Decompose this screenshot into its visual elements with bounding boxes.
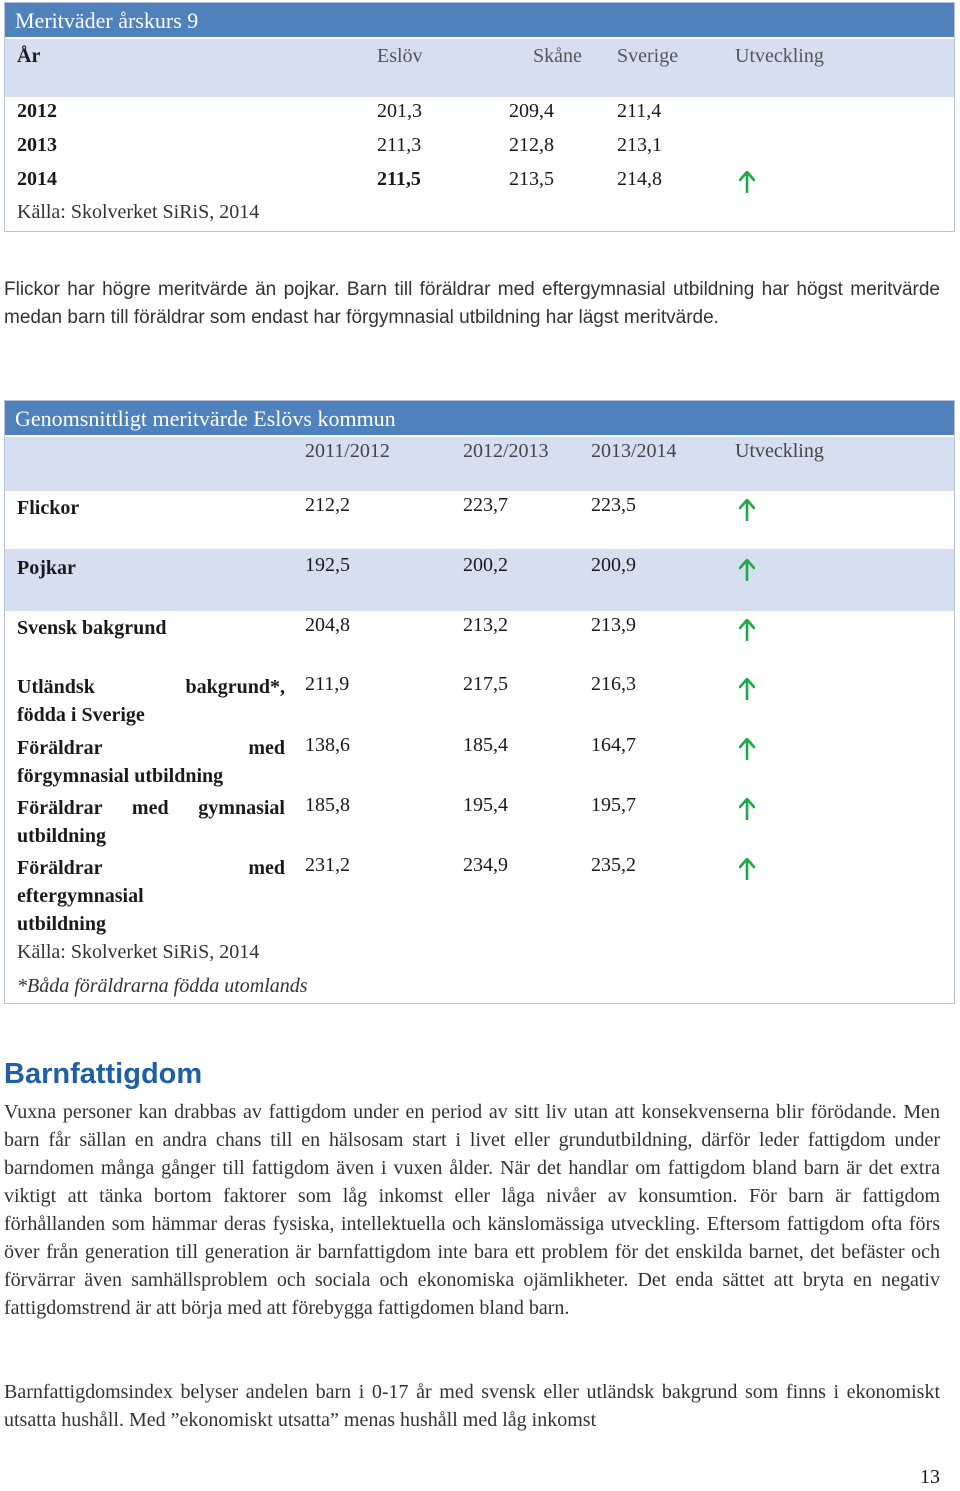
table-source: Källa: Skolverket SiRiS, 2014 bbox=[17, 201, 260, 223]
section-heading: Barnfattigdom bbox=[4, 1058, 203, 1090]
header-sverige: Sverige bbox=[617, 45, 679, 67]
table-header-row bbox=[5, 37, 954, 97]
row-label: Föräldrar med gymnasial utbildning bbox=[17, 797, 285, 847]
arrow-up-icon bbox=[739, 171, 755, 193]
table-title: Meritväder årskurs 9 bbox=[5, 3, 954, 37]
header-2013-2014: 2013/2014 bbox=[591, 440, 677, 462]
header-skane: Skåne bbox=[533, 45, 582, 67]
header-trend: Utveckling bbox=[735, 440, 824, 462]
arrow-up-icon bbox=[739, 619, 755, 641]
table-row: Pojkar 192,5 200,2 200,9 bbox=[5, 549, 954, 611]
arrow-up-icon bbox=[739, 798, 755, 820]
table-title: Genomsnittligt meritvärde Eslövs kommun bbox=[5, 401, 954, 435]
header-year: År bbox=[17, 45, 41, 67]
table-source: Källa: Skolverket SiRiS, 2014 bbox=[17, 941, 260, 963]
row-label: Föräldrar med eftergymnasial utbildning bbox=[17, 857, 285, 935]
row-label: Pojkar bbox=[17, 557, 76, 579]
arrow-up-icon bbox=[739, 738, 755, 760]
arrow-up-icon bbox=[739, 559, 755, 581]
row-label: Föräldrar med förgymnasial utbildning bbox=[17, 737, 285, 787]
page-number: 13 bbox=[920, 1466, 940, 1488]
arrow-up-icon bbox=[739, 499, 755, 521]
child-poverty-index-paragraph: Barnfattigdomsindex belyser andelen barn i 0-17 år med svensk eller utländsk bakgrund som finns i ekonomiskt utsatta hushåll. Med ”ekonomiskt utsatta” menas hushåll med låg inkomst bbox=[4, 1381, 940, 1431]
merit-table-grade9: Meritväder årskurs 9 År Eslöv Skåne Sverige Utveckling 2012 201,3 209,4 211,4 2013 211,3 212,8 213,1 2014 211,5 213,5 214,8 Källa: Skolverket SiRiS, 2014 bbox=[4, 2, 955, 232]
merit-table-eslov: Genomsnittligt meritvärde Eslövs kommun 2011/2012 2012/2013 2013/2014 Utveckling Flickor 212,2 223,7 223,5 Pojkar 192,5 200,2 200,9 Svensk bakgrund 204,8 213,2 213,9 Utländsk bakgrund*, födda i Sverige 211,9 217,5 216,3 Föräldrar med förgymnasial utbildning 138,6 185,4 164,7 Föräldrar med gymnasial utbildning 185,8 195,4 195,7 Föräldrar med eftergymnasial utbildning 231,2 234,9 235,2 Källa: Skolverket SiRiS, 2014 *Båda föräldrarna födda utomlands bbox=[4, 400, 955, 1004]
row-label: Flickor bbox=[17, 497, 80, 519]
header-2011-2012: 2011/2012 bbox=[305, 440, 390, 462]
table-row: Flickor 212,2 223,7 223,5 bbox=[5, 491, 954, 549]
header-2012-2013: 2012/2013 bbox=[463, 440, 549, 462]
table-footnote: *Båda föräldrarna födda utomlands bbox=[17, 975, 308, 997]
arrow-up-icon bbox=[739, 858, 755, 880]
arrow-up-icon bbox=[739, 678, 755, 700]
child-poverty-paragraph: Vuxna personer kan drabbas av fattigdom under en period av sitt liv utan att konsekvenserna blir förödande. Men barn får sällan en andra chans till en hälsosam start i livet eller grundutbildning, därför leder fattigdom under barndomen många gånger till fattigdom även i vuxen ålder. När det handlar om fattigdom bland barn är det extra viktigt att tänka bortom faktorer som låg inkomst eller låga nivåer av konsumtion. För barn är fattigdom förhållanden som hämmar deras fysiska, intellektuella och känslomässiga utveckling. Eftersom fattigdom ofta förs över från generation till generation är barnfattigdom inte bara ett problem för det enskilda barnet, det befäster och förvärrar även samhällsproblem och sociala och ekonomiska ojämlikheter. Det enda sättet att bryta en negativ fattigdomstrend är att börja med att förebygga fattigdomen bland barn. bbox=[4, 1101, 940, 1319]
row-label: Utländsk bakgrund*, födda i Sverige bbox=[17, 676, 285, 726]
header-eslov: Eslöv bbox=[377, 45, 423, 67]
table-header-row bbox=[5, 435, 954, 493]
row-label: Svensk bakgrund bbox=[17, 617, 167, 639]
gender-merit-paragraph: Flickor har högre meritvärde än pojkar. Barn till föräldrar med eftergymnasial utbildning har högst meritvärde medan barn till föräldrar som endast har förgymnasial utbildning har lägst meritvärde. bbox=[4, 279, 940, 328]
table-row: Svensk bakgrund 204,8 213,2 213,9 bbox=[5, 611, 954, 671]
header-trend: Utveckling bbox=[735, 45, 824, 67]
